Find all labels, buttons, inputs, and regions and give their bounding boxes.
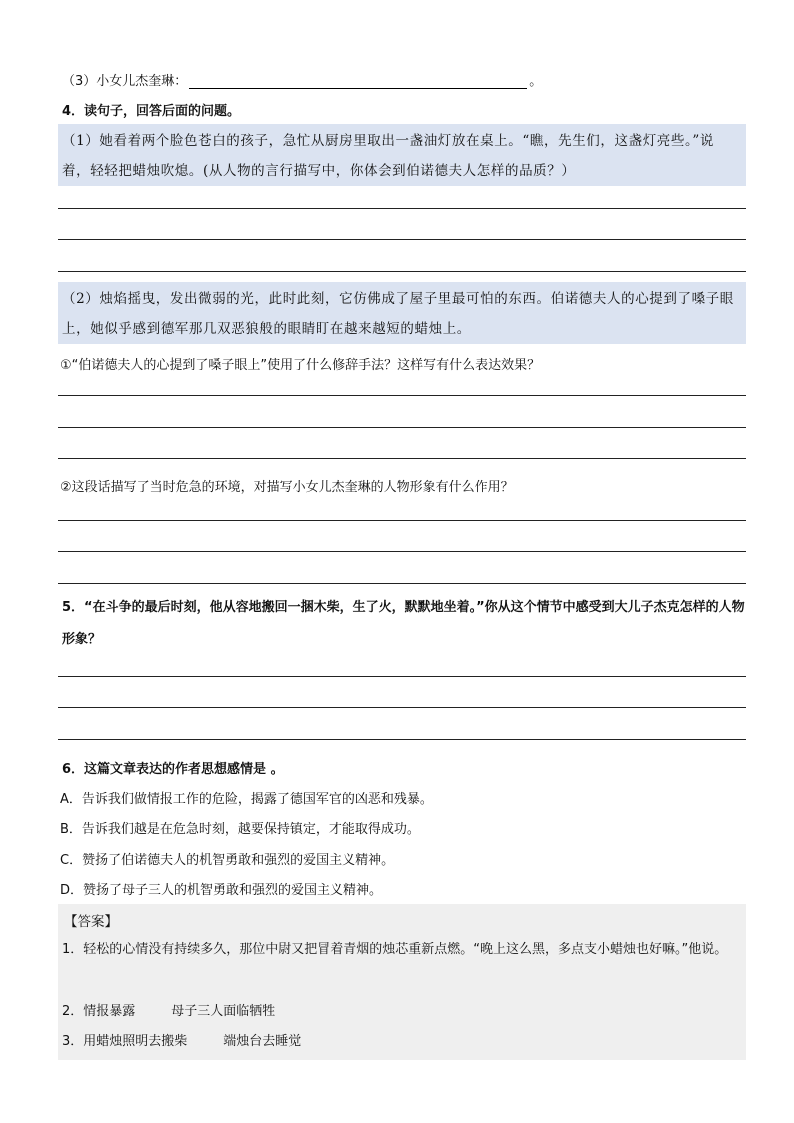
answer-3-part-2: 端烛台去睡觉: [223, 1034, 302, 1049]
question-4-sub-2: ②这段话描写了当时危急的环境，对描写小女儿杰奎琳的人物形象有什么作用？: [60, 480, 514, 495]
answer-2: [62, 1000, 275, 1024]
answer-2-part-2: 母子三人面临牺牲: [171, 1004, 276, 1019]
answer-line[interactable]: [58, 427, 746, 428]
question-3-item: [62, 70, 542, 89]
answer-1: 1．轻松的心情没有持续多久，那位中尉又把冒着青烟的烛芯重新点燃。“晚上这么黑，多点支小蜡烛也好嘛。”他说。: [62, 942, 728, 957]
question-4-title: 4．读句子，回答后面的问题。: [62, 104, 241, 119]
answer-line[interactable]: [58, 707, 746, 708]
quote-passage-2: （2）烛焰摇曳，发出微弱的光，此时此刻，它仿佛成了屋子里最可怕的东西。伯诺德夫人的心提到了嗓子眼上，她似乎感到德军那几双恶狼般的眼睛盯在越来越短的蜡烛上。: [58, 282, 746, 344]
answer-section: [58, 904, 746, 1060]
question-4-sub-1: ①“伯诺德夫人的心提到了嗓子眼上”使用了什么修辞手法？这样写有什么表达效果？: [60, 358, 541, 373]
answer-line[interactable]: [58, 739, 746, 740]
answer-line[interactable]: [58, 520, 746, 521]
option-d[interactable]: D．赞扬了母子三人的机智勇敢和强烈的爱国主义精神。: [60, 883, 383, 898]
question-6-title: 6．这篇文章表达的作者思想感情是 。: [62, 762, 284, 777]
answer-line[interactable]: [58, 208, 746, 209]
answer-line[interactable]: [58, 458, 746, 459]
answer-line[interactable]: [58, 395, 746, 396]
answer-line[interactable]: [58, 551, 746, 552]
answer-line[interactable]: [58, 676, 746, 677]
q3-answer-blank[interactable]: [189, 74, 527, 89]
answer-line[interactable]: [58, 271, 746, 272]
option-c[interactable]: C．赞扬了伯诺德夫人的机智勇敢和强烈的爱国主义精神。: [60, 853, 395, 868]
answer-line[interactable]: [58, 239, 746, 240]
option-a[interactable]: A．告诉我们做情报工作的危险，揭露了德国军官的凶恶和残暴。: [60, 792, 433, 807]
answer-2-part-1: 2．情报暴露: [62, 1004, 136, 1019]
question-5: 5．“在斗争的最后时刻，他从容地搬回一捆木柴，生了火，默默地坐着。”你从这个情节中感受到大儿子杰克怎样的人物形象？: [62, 600, 745, 647]
answer-line[interactable]: [58, 583, 746, 584]
quote-passage-1: （1）她看着两个脸色苍白的孩子，急忙从厨房里取出一盏油灯放在桌上。“瞧，先生们，这盏灯亮些。”说着，轻轻把蜡烛吹熄。(从人物的言行描写中，你体会到伯诺德夫人怎样的品质？）: [58, 124, 746, 186]
answer-heading: 【答案】: [64, 914, 118, 930]
answer-3: [62, 1030, 301, 1054]
q3-label: （3）小女儿杰奎琳：: [62, 74, 188, 89]
answer-3-part-1: 3．用蜡烛照明去搬柴: [62, 1034, 188, 1049]
option-b[interactable]: B．告诉我们越是在危急时刻，越要保持镇定，才能取得成功。: [60, 822, 420, 837]
q3-suffix: 。: [529, 74, 543, 89]
